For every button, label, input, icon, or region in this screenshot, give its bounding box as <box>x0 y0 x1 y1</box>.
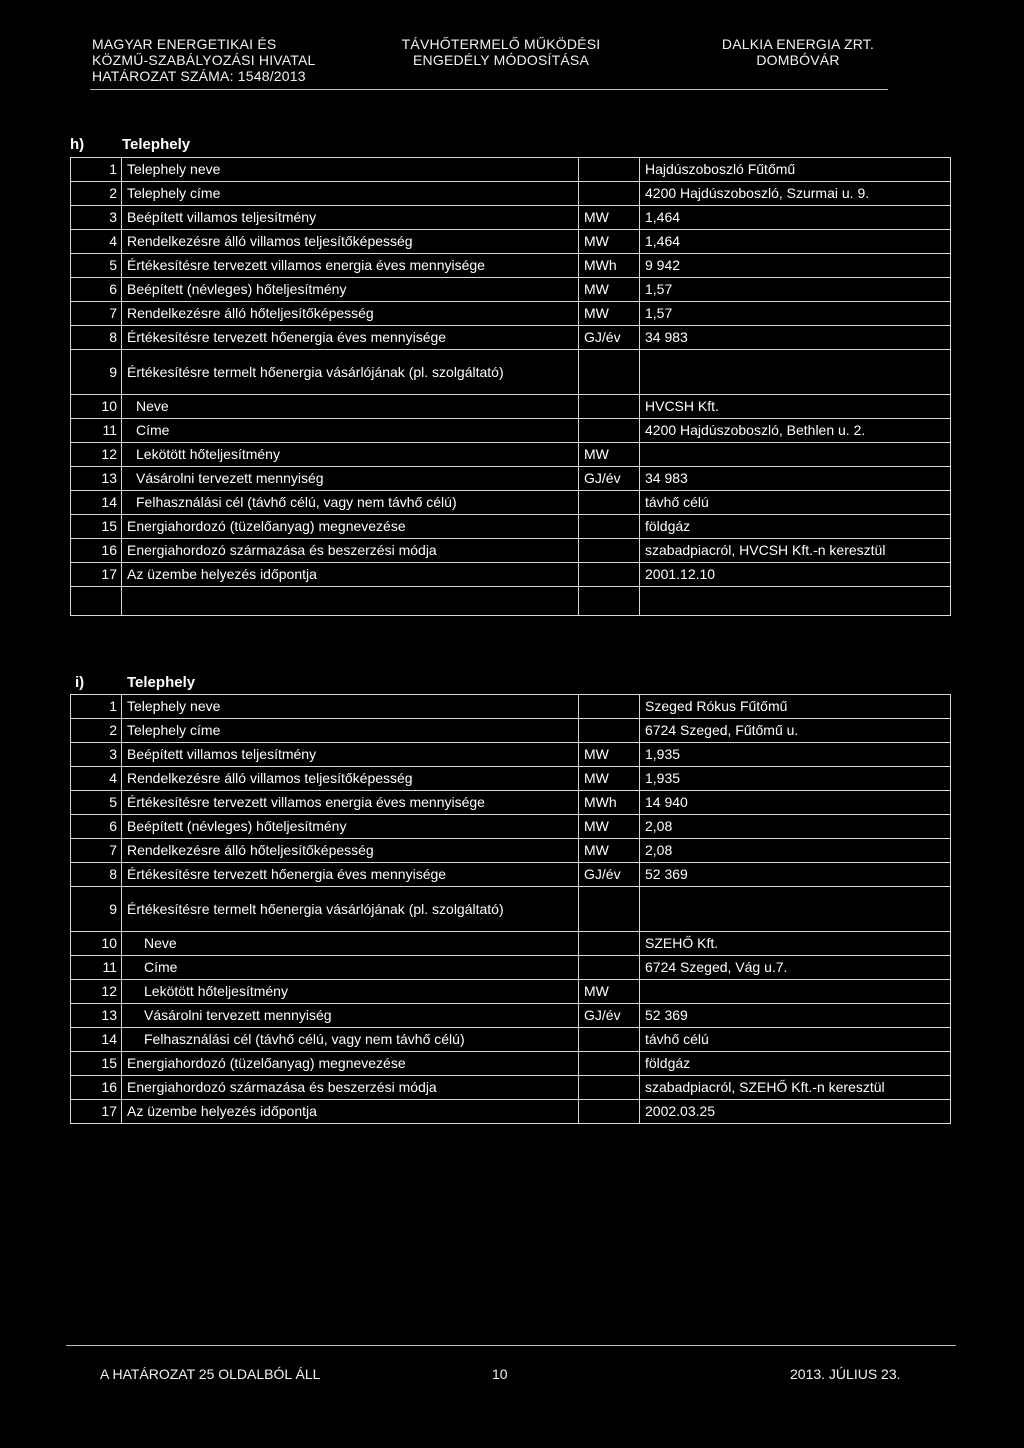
row-value: 9 942 <box>640 254 951 278</box>
header-line: TÁVHŐTERMELŐ MŰKÖDÉSI <box>401 36 601 52</box>
table-row <box>71 863 951 887</box>
table-row <box>71 182 951 206</box>
table-row <box>71 1052 951 1076</box>
row-value: 34 983 <box>640 467 951 491</box>
row-value: 2001.12.10 <box>640 563 951 587</box>
row-unit <box>579 932 640 956</box>
row-number: 13 <box>71 1004 122 1028</box>
table-row <box>71 206 951 230</box>
row-number: 7 <box>71 302 122 326</box>
table-row <box>71 467 951 491</box>
row-label: Az üzembe helyezés időpontja <box>122 1100 579 1124</box>
table-row <box>71 743 951 767</box>
row-unit <box>579 887 640 932</box>
row-number: 4 <box>71 767 122 791</box>
row-unit <box>579 695 640 719</box>
table-row <box>71 515 951 539</box>
table-row <box>71 932 951 956</box>
row-label: Beépített (névleges) hőteljesítmény <box>122 815 579 839</box>
header-authority <box>92 36 316 84</box>
table-row <box>71 395 951 419</box>
table-row <box>71 539 951 563</box>
row-number: 15 <box>71 515 122 539</box>
row-value: 2,08 <box>640 815 951 839</box>
table-row <box>71 887 951 932</box>
row-number: 6 <box>71 815 122 839</box>
table-row <box>71 767 951 791</box>
row-value: 1,935 <box>640 767 951 791</box>
section-heading: Telephely <box>122 136 191 153</box>
header-company <box>700 36 896 68</box>
row-label: Telephely címe <box>122 182 579 206</box>
header-line: MAGYAR ENERGETIKAI ÉS <box>92 36 277 52</box>
table-row <box>71 839 951 863</box>
row-label: Felhasználási cél (távhő célú, vagy nem távhő célú) <box>122 491 579 515</box>
table-row <box>71 1028 951 1052</box>
row-unit: MW <box>579 206 640 230</box>
row-number: 8 <box>71 326 122 350</box>
section-heading: Telephely <box>127 674 196 691</box>
table-row <box>71 491 951 515</box>
row-value: 52 369 <box>640 1004 951 1028</box>
row-unit <box>579 539 640 563</box>
row-unit <box>579 1028 640 1052</box>
row-number: 9 <box>71 350 122 395</box>
row-value <box>640 443 951 467</box>
footer-page-number: 10 <box>492 1366 508 1382</box>
row-value: 4200 Hajdúszoboszló, Szurmai u. 9. <box>640 182 951 206</box>
header-line: HATÁROZAT SZÁMA: 1548/2013 <box>92 68 306 84</box>
header-line: DOMBÓVÁR <box>756 52 840 68</box>
table-row <box>71 1004 951 1028</box>
row-number: 16 <box>71 539 122 563</box>
row-value: SZEHŐ Kft. <box>640 932 951 956</box>
row-value <box>640 350 951 395</box>
row-unit <box>579 719 640 743</box>
row-label: Értékesítésre tervezett hőenergia éves mennyisége <box>122 326 579 350</box>
row-value: földgáz <box>640 1052 951 1076</box>
row-number: 3 <box>71 743 122 767</box>
row-number: 5 <box>71 791 122 815</box>
row-label: Telephely címe <box>122 719 579 743</box>
row-unit: MW <box>579 980 640 1004</box>
row-label: Rendelkezésre álló hőteljesítőképesség <box>122 302 579 326</box>
footer-date: 2013. JÚLIUS 23. <box>790 1366 901 1382</box>
row-unit <box>579 395 640 419</box>
empty-row <box>71 587 951 616</box>
header-line: KÖZMŰ-SZABÁLYOZÁSI HIVATAL <box>92 52 316 68</box>
row-label: Rendelkezésre álló villamos teljesítőképesség <box>122 767 579 791</box>
row-label: Értékesítésre tervezett hőenergia éves mennyisége <box>122 863 579 887</box>
table-row <box>71 1100 951 1124</box>
row-value: szabadpiacról, HVCSH Kft.-n keresztül <box>640 539 951 563</box>
row-value: 1,935 <box>640 743 951 767</box>
row-label: Energiahordozó származása és beszerzési módja <box>122 1076 579 1100</box>
row-unit <box>579 1076 640 1100</box>
row-unit <box>579 563 640 587</box>
table-row <box>71 1076 951 1100</box>
row-unit: MW <box>579 230 640 254</box>
section-h-title <box>70 136 370 156</box>
row-number: 14 <box>71 491 122 515</box>
row-unit <box>579 419 640 443</box>
row-unit: MW <box>579 443 640 467</box>
row-number: 7 <box>71 839 122 863</box>
empty-cell <box>71 587 122 616</box>
table-row <box>71 326 951 350</box>
table-row <box>71 791 951 815</box>
row-label: Rendelkezésre álló hőteljesítőképesség <box>122 839 579 863</box>
row-label: Beépített villamos teljesítmény <box>122 743 579 767</box>
row-label: Lekötött hőteljesítmény <box>122 443 579 467</box>
row-unit: MWh <box>579 791 640 815</box>
table-row <box>71 230 951 254</box>
row-unit <box>579 956 640 980</box>
row-value: 6724 Szeged, Vág u.7. <box>640 956 951 980</box>
row-label: Felhasználási cél (távhő célú, vagy nem távhő célú) <box>122 1028 579 1052</box>
row-value: 1,57 <box>640 302 951 326</box>
table-row <box>71 254 951 278</box>
row-unit: MW <box>579 839 640 863</box>
section-letter: i) <box>75 674 85 691</box>
row-value: 2002.03.25 <box>640 1100 951 1124</box>
row-value: 2,08 <box>640 839 951 863</box>
row-value: Hajdúszoboszló Fűtőmű <box>640 158 951 182</box>
empty-cell <box>122 587 579 616</box>
row-number: 11 <box>71 419 122 443</box>
table-row <box>71 278 951 302</box>
footer-divider <box>66 1345 956 1346</box>
row-label: Telephely neve <box>122 695 579 719</box>
row-number: 17 <box>71 563 122 587</box>
row-number: 2 <box>71 719 122 743</box>
row-number: 10 <box>71 395 122 419</box>
row-number: 10 <box>71 932 122 956</box>
row-number: 11 <box>71 956 122 980</box>
empty-cell <box>640 587 951 616</box>
row-label: Az üzembe helyezés időpontja <box>122 563 579 587</box>
table-row <box>71 815 951 839</box>
row-number: 8 <box>71 863 122 887</box>
row-value: 1,464 <box>640 230 951 254</box>
row-unit: MW <box>579 743 640 767</box>
row-value: HVCSH Kft. <box>640 395 951 419</box>
row-number: 13 <box>71 467 122 491</box>
empty-cell <box>579 587 640 616</box>
row-unit: GJ/év <box>579 467 640 491</box>
table-row <box>71 956 951 980</box>
row-number: 2 <box>71 182 122 206</box>
row-number: 15 <box>71 1052 122 1076</box>
section-i-title <box>75 674 375 694</box>
row-number: 17 <box>71 1100 122 1124</box>
site-table-body <box>71 158 951 616</box>
row-label: Neve <box>122 932 579 956</box>
row-label: Lekötött hőteljesítmény <box>122 980 579 1004</box>
row-unit: MW <box>579 767 640 791</box>
row-label: Beépített (névleges) hőteljesítmény <box>122 278 579 302</box>
row-value <box>640 887 951 932</box>
row-number: 5 <box>71 254 122 278</box>
footer-page-count: A HATÁROZAT 25 OLDALBÓL ÁLL <box>100 1366 321 1382</box>
row-unit: MW <box>579 302 640 326</box>
row-unit <box>579 182 640 206</box>
row-value: 14 940 <box>640 791 951 815</box>
row-unit: GJ/év <box>579 863 640 887</box>
row-unit: GJ/év <box>579 1004 640 1028</box>
row-label: Energiahordozó (tüzelőanyag) megnevezése <box>122 515 579 539</box>
row-label: Rendelkezésre álló villamos teljesítőképesség <box>122 230 579 254</box>
row-unit: GJ/év <box>579 326 640 350</box>
row-label: Vásárolni tervezett mennyiség <box>122 1004 579 1028</box>
row-value: távhő célú <box>640 1028 951 1052</box>
table-row <box>71 302 951 326</box>
row-label: Vásárolni tervezett mennyiség <box>122 467 579 491</box>
header-subject <box>386 36 616 68</box>
row-number: 9 <box>71 887 122 932</box>
header-divider <box>90 89 888 90</box>
row-value: 34 983 <box>640 326 951 350</box>
row-value: szabadpiacról, SZEHŐ Kft.-n keresztül <box>640 1076 951 1100</box>
table-row <box>71 980 951 1004</box>
site-table-h <box>70 157 951 616</box>
row-value: távhő célú <box>640 491 951 515</box>
site-table-body <box>71 695 951 1124</box>
row-label: Beépített villamos teljesítmény <box>122 206 579 230</box>
row-number: 4 <box>71 230 122 254</box>
row-value: 52 369 <box>640 863 951 887</box>
row-value <box>640 980 951 1004</box>
row-label: Neve <box>122 395 579 419</box>
row-label: Energiahordozó származása és beszerzési módja <box>122 539 579 563</box>
site-table-i <box>70 694 951 1124</box>
row-number: 3 <box>71 206 122 230</box>
table-row <box>71 158 951 182</box>
row-unit <box>579 158 640 182</box>
table-row <box>71 695 951 719</box>
header-line: DALKIA ENERGIA ZRT. <box>721 36 875 52</box>
row-value: 1,464 <box>640 206 951 230</box>
table-row <box>71 443 951 467</box>
row-label: Értékesítésre termelt hőenergia vásárlójának (pl. szolgáltató) <box>122 887 579 932</box>
row-unit <box>579 491 640 515</box>
row-label: Energiahordozó (tüzelőanyag) megnevezése <box>122 1052 579 1076</box>
row-unit <box>579 1100 640 1124</box>
row-unit: MW <box>579 278 640 302</box>
row-value: 6724 Szeged, Fűtőmű u. <box>640 719 951 743</box>
row-value: 4200 Hajdúszoboszló, Bethlen u. 2. <box>640 419 951 443</box>
row-unit <box>579 515 640 539</box>
row-number: 14 <box>71 1028 122 1052</box>
row-label: Értékesítésre tervezett villamos energia éves mennyisége <box>122 791 579 815</box>
row-number: 1 <box>71 695 122 719</box>
row-value: Szeged Rókus Fűtőmű <box>640 695 951 719</box>
row-unit <box>579 350 640 395</box>
row-label: Telephely neve <box>122 158 579 182</box>
row-label: Értékesítésre termelt hőenergia vásárlójának (pl. szolgáltató) <box>122 350 579 395</box>
header-line: ENGEDÉLY MÓDOSÍTÁSA <box>413 52 589 68</box>
row-unit: MWh <box>579 254 640 278</box>
table-row <box>71 563 951 587</box>
table-row <box>71 719 951 743</box>
table-row <box>71 350 951 395</box>
row-value: 1,57 <box>640 278 951 302</box>
row-number: 6 <box>71 278 122 302</box>
table-row <box>71 419 951 443</box>
section-letter: h) <box>70 136 85 153</box>
row-unit: MW <box>579 815 640 839</box>
row-number: 12 <box>71 980 122 1004</box>
row-value: földgáz <box>640 515 951 539</box>
row-label: Címe <box>122 419 579 443</box>
row-unit <box>579 1052 640 1076</box>
row-label: Címe <box>122 956 579 980</box>
row-label: Értékesítésre tervezett villamos energia éves mennyisége <box>122 254 579 278</box>
row-number: 16 <box>71 1076 122 1100</box>
row-number: 12 <box>71 443 122 467</box>
row-number: 1 <box>71 158 122 182</box>
